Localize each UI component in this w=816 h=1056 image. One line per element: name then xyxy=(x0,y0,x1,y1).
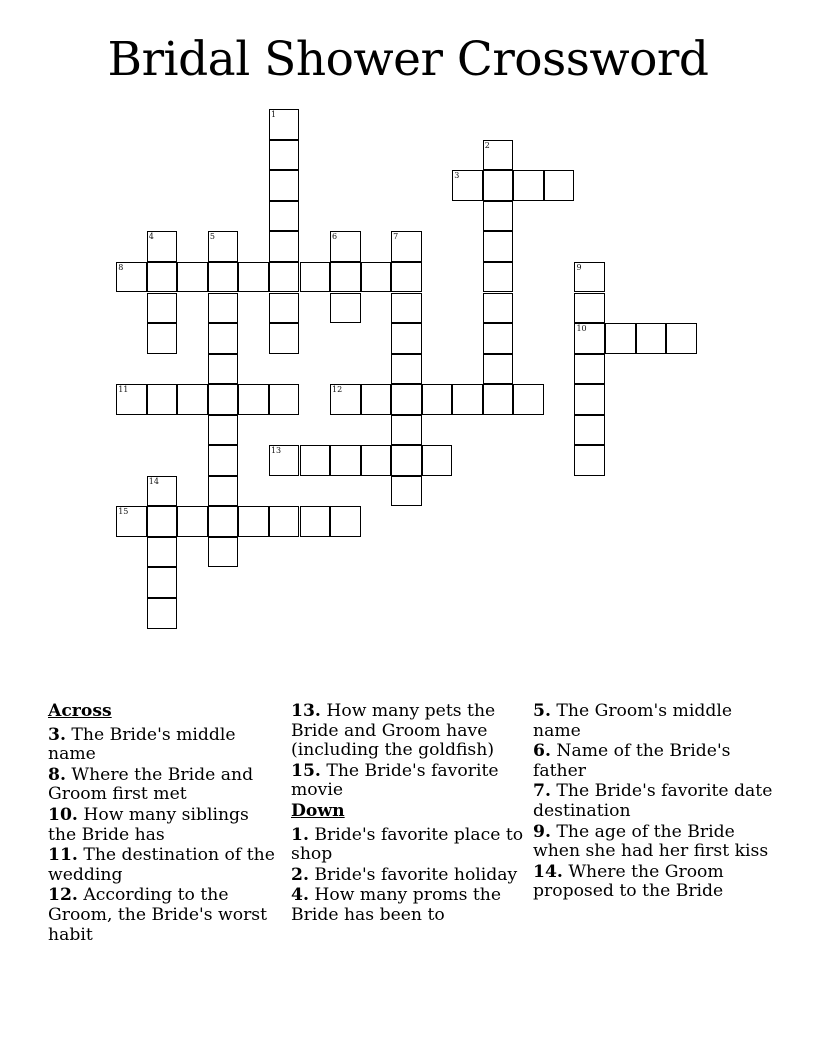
clue-down-2: 2. Bride's favorite holiday xyxy=(291,864,518,885)
grid-cell[interactable] xyxy=(269,323,300,354)
grid-cell[interactable] xyxy=(574,323,605,354)
grid-cell[interactable] xyxy=(483,201,514,232)
grid-cell[interactable] xyxy=(300,262,331,293)
grid-cell[interactable] xyxy=(361,262,392,293)
grid-cell[interactable] xyxy=(177,262,208,293)
grid-cell[interactable] xyxy=(391,476,422,507)
grid-cell[interactable] xyxy=(361,445,392,476)
grid-cell[interactable] xyxy=(208,293,239,324)
clue-number: 2 xyxy=(484,140,490,150)
clue-down-9: 9. The age of the Bride when she had her first kiss xyxy=(533,821,769,862)
grid-cell[interactable] xyxy=(208,415,239,446)
grid-cell[interactable] xyxy=(116,262,147,293)
grid-cell[interactable] xyxy=(269,109,300,140)
crossword-grid xyxy=(117,110,717,650)
grid-cell[interactable] xyxy=(391,384,422,415)
grid-cell[interactable] xyxy=(452,170,483,201)
grid-cell[interactable] xyxy=(574,262,605,293)
grid-cell[interactable] xyxy=(147,567,178,598)
clue-down-1: 1. Bride's favorite place to shop xyxy=(291,824,524,865)
grid-cell[interactable] xyxy=(147,598,178,629)
clue-number: 5 xyxy=(209,232,215,242)
grid-cell[interactable] xyxy=(269,293,300,324)
grid-cell[interactable] xyxy=(208,323,239,354)
grid-cell[interactable] xyxy=(269,201,300,232)
grid-cell[interactable] xyxy=(391,445,422,476)
clues-column-1 xyxy=(48,702,278,946)
grid-cell[interactable] xyxy=(147,537,178,568)
grid-cell[interactable] xyxy=(391,293,422,324)
page-title: Bridal Shower Crossword xyxy=(107,32,709,87)
clue-down-7: 7. The Bride's favorite date destination xyxy=(533,781,773,821)
clue-number: 8 xyxy=(118,262,124,272)
clue-number: 11 xyxy=(118,385,129,395)
grid-cell[interactable] xyxy=(513,384,544,415)
grid-cell[interactable] xyxy=(483,262,514,293)
clue-down-4: 4. How many proms the Bride has been to xyxy=(291,885,502,925)
clue-down-14: 14. Where the Groom proposed to the Bride xyxy=(533,861,724,902)
grid-cell[interactable] xyxy=(483,323,514,354)
clue-across-10: 10. How many siblings the Bride has xyxy=(48,804,249,845)
grid-cell[interactable] xyxy=(177,506,208,537)
grid-cell[interactable] xyxy=(483,384,514,415)
grid-cell[interactable] xyxy=(147,262,178,293)
grid-cell[interactable] xyxy=(574,293,605,324)
across-heading: Across xyxy=(48,701,112,721)
grid-cell[interactable] xyxy=(208,476,239,507)
grid-cell[interactable] xyxy=(483,140,514,171)
clue-number: 12 xyxy=(332,385,343,395)
grid-cell[interactable] xyxy=(269,506,300,537)
grid-cell[interactable] xyxy=(483,293,514,324)
grid-cell[interactable] xyxy=(269,445,300,476)
clue-number: 4 xyxy=(148,232,154,242)
clue-across-11: 11. The destination of the wedding xyxy=(48,845,275,885)
grid-cell[interactable] xyxy=(177,384,208,415)
grid-cell[interactable] xyxy=(605,323,636,354)
grid-cell[interactable] xyxy=(269,140,300,171)
clue-number: 14 xyxy=(148,476,159,486)
grid-cell[interactable] xyxy=(208,445,239,476)
grid-cell[interactable] xyxy=(330,262,361,293)
grid-cell[interactable] xyxy=(574,384,605,415)
clue-number: 3 xyxy=(454,171,460,181)
grid-cell[interactable] xyxy=(116,506,147,537)
grid-cell[interactable] xyxy=(208,384,239,415)
clue-number: 15 xyxy=(118,507,129,517)
grid-cell[interactable] xyxy=(330,445,361,476)
grid-cell[interactable] xyxy=(147,384,178,415)
grid-cell[interactable] xyxy=(330,506,361,537)
grid-cell[interactable] xyxy=(208,506,239,537)
clue-down-5: 5. The Groom's middle name xyxy=(533,701,733,741)
grid-cell[interactable] xyxy=(208,537,239,568)
grid-cell[interactable] xyxy=(208,354,239,385)
grid-cell[interactable] xyxy=(361,384,392,415)
grid-cell[interactable] xyxy=(238,262,269,293)
grid-cell[interactable] xyxy=(238,384,269,415)
grid-cell[interactable] xyxy=(483,170,514,201)
grid-cell[interactable] xyxy=(330,231,361,262)
clue-number: 10 xyxy=(576,324,587,334)
grid-cell[interactable] xyxy=(208,231,239,262)
clue-down-6: 6. Name of the Bride's father xyxy=(533,741,731,781)
grid-cell[interactable] xyxy=(116,384,147,415)
grid-cell[interactable] xyxy=(391,354,422,385)
clues-column-2 xyxy=(291,702,526,927)
grid-cell[interactable] xyxy=(483,231,514,262)
grid-cell[interactable] xyxy=(208,262,239,293)
grid-cell[interactable] xyxy=(147,293,178,324)
grid-cell[interactable] xyxy=(269,231,300,262)
clue-number: 9 xyxy=(576,262,582,272)
grid-cell[interactable] xyxy=(391,231,422,262)
grid-cell[interactable] xyxy=(269,262,300,293)
grid-cell[interactable] xyxy=(574,445,605,476)
grid-cell[interactable] xyxy=(422,445,453,476)
clue-across-15: 15. The Bride's favorite movie xyxy=(291,760,499,801)
grid-cell[interactable] xyxy=(544,170,575,201)
grid-cell[interactable] xyxy=(269,384,300,415)
grid-cell[interactable] xyxy=(391,415,422,446)
grid-cell[interactable] xyxy=(330,384,361,415)
grid-cell[interactable] xyxy=(636,323,667,354)
grid-cell[interactable] xyxy=(391,323,422,354)
grid-cell[interactable] xyxy=(269,170,300,201)
clue-number: 7 xyxy=(393,232,399,242)
clue-across-12: 12. According to the Groom, the Bride's worst habit xyxy=(48,885,268,945)
grid-cell[interactable] xyxy=(147,231,178,262)
grid-cell[interactable] xyxy=(422,384,453,415)
down-heading: Down xyxy=(291,800,345,821)
grid-cell[interactable] xyxy=(513,170,544,201)
clue-across-13: 13. How many pets the Bride and Groom have (including the goldfish) xyxy=(291,701,496,761)
clue-across-8: 8. Where the Bride and Groom first met xyxy=(48,764,254,805)
clues-column-3 xyxy=(533,702,773,903)
grid-cell[interactable] xyxy=(238,506,269,537)
grid-cell[interactable] xyxy=(147,476,178,507)
grid-cell[interactable] xyxy=(666,323,697,354)
grid-cell[interactable] xyxy=(330,293,361,324)
grid-cell[interactable] xyxy=(391,262,422,293)
grid-cell[interactable] xyxy=(452,384,483,415)
grid-cell[interactable] xyxy=(574,415,605,446)
clue-number: 13 xyxy=(270,446,282,456)
clue-number: 6 xyxy=(332,232,338,242)
grid-cell[interactable] xyxy=(300,445,331,476)
grid-cell[interactable] xyxy=(147,323,178,354)
grid-cell[interactable] xyxy=(483,354,514,385)
grid-cell[interactable] xyxy=(300,506,331,537)
clue-across-3: 3. The Bride's middle name xyxy=(48,724,236,765)
clue-number: 1 xyxy=(270,110,277,120)
grid-cell[interactable] xyxy=(147,506,178,537)
grid-cell[interactable] xyxy=(574,354,605,385)
